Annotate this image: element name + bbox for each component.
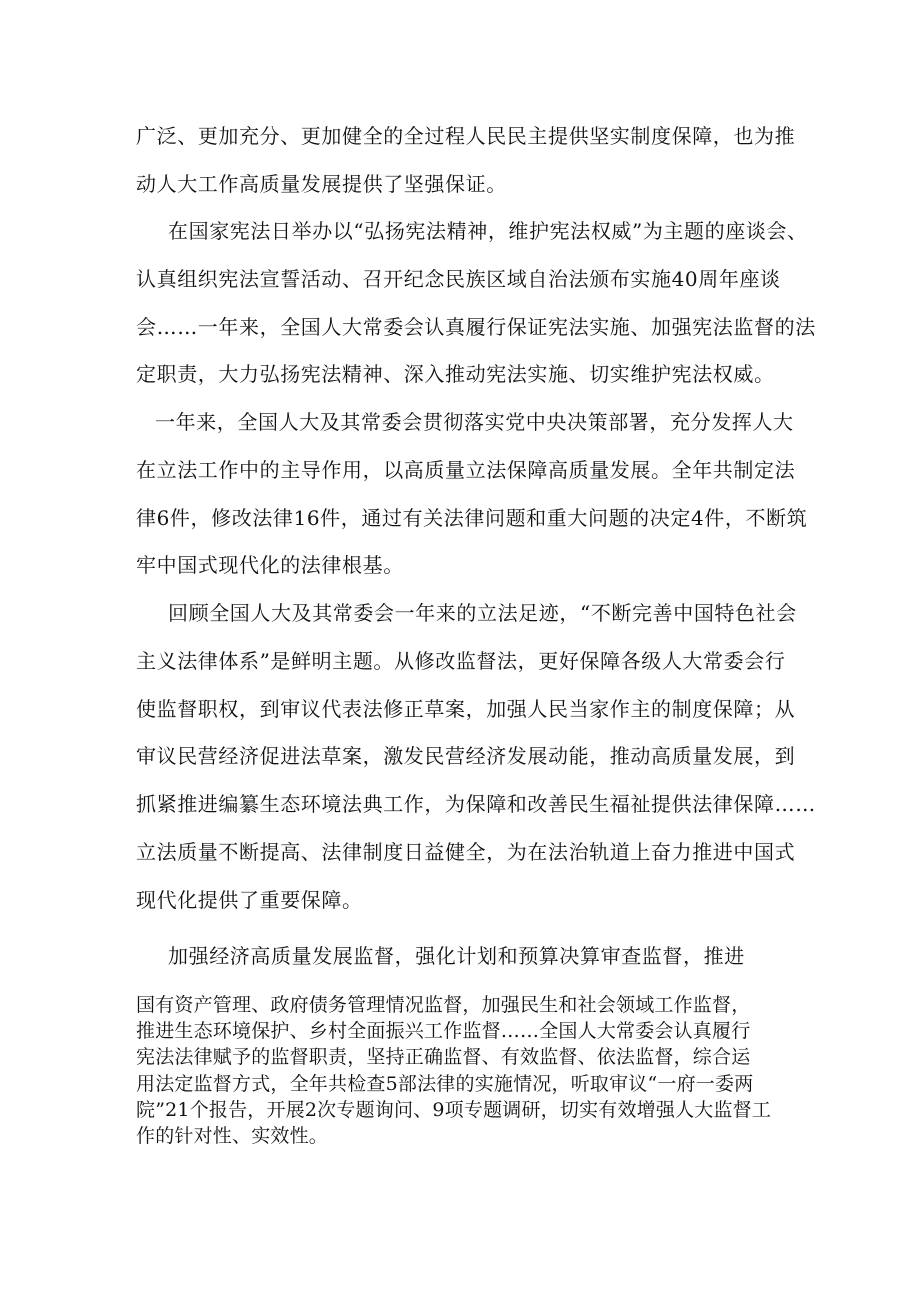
text-line: 牢中国式现代化的法律根基。 bbox=[136, 553, 404, 577]
text-line: 抓紧推进编纂生态环境法典工作，为保障和改善民生福祉提供法律保障…… bbox=[136, 792, 816, 816]
text-line: 作的针对性、实效性。 bbox=[136, 1125, 329, 1147]
text-line: 广泛、更加充分、更加健全的全过程人民民主提供坚实制度保障，也为推 bbox=[136, 124, 796, 148]
text-line: 国有资产管理、政府债务管理情况监督，加强民生和社会领域工作监督， bbox=[136, 994, 751, 1016]
text-line: 一年来，全国人大及其常委会贯彻落实党中央决策部署，充分发挥人大 bbox=[155, 410, 794, 434]
text-line: 会……一年来，全国人大常委会认真履行保证宪法实施、加强宪法监督的法 bbox=[136, 315, 816, 339]
text-line: 立法质量不断提高、法律制度日益健全，为在法治轨道上奋力推进中国式 bbox=[136, 840, 796, 864]
text-line: 加强经济高质量发展监督，强化计划和预算决算审查监督，推进 bbox=[168, 944, 745, 968]
text-line: 在国家宪法日举办以“弘扬宪法精神，维护宪法权威”为主题的座谈会、 bbox=[168, 219, 808, 243]
text-line: 使监督职权，到审议代表法修正草案，加强人民当家作主的制度保障；从 bbox=[136, 697, 796, 721]
text-line: 定职责，大力弘扬宪法精神、深入推动宪法实施、切实维护宪法权威。 bbox=[136, 362, 775, 386]
text-line: 在立法工作中的主导作用，以高质量立法保障高质量发展。全年共制定法 bbox=[136, 458, 796, 482]
text-line: 主义法律体系”是鲜明主题。从修改监督法，更好保障各级人大常委会行 bbox=[136, 649, 786, 673]
text-line: 院”21个报告，开展2次专题询问、9项专题调研，切实有效增强人大监督工 bbox=[136, 1099, 772, 1121]
text-line: 回顾全国人大及其常委会一年来的立法足迹，“不断完善中国特色社会 bbox=[168, 601, 797, 625]
text-line: 认真组织宪法宣誓活动、召开纪念民族区域自治法颁布实施40周年座谈 bbox=[136, 267, 781, 291]
text-line: 推进生态环境保护、乡村全面振兴工作监督……全国人大常委会认真履行 bbox=[136, 1020, 751, 1042]
text-line: 律6件，修改法律16件，通过有关法律问题和重大问题的决定4件，不断筑 bbox=[136, 506, 808, 530]
text-line: 宪法法律赋予的监督职责，坚持正确监督、有效监督、依法监督，综合运 bbox=[136, 1046, 751, 1068]
text-line: 审议民营经济促进法草案，激发民营经济发展动能，推动高质量发展，到 bbox=[136, 744, 796, 768]
text-line: 动人大工作高质量发展提供了坚强保证。 bbox=[136, 172, 507, 196]
text-line: 用法定监督方式，全年共检查5部法律的实施情况，听取审议“一府一委两 bbox=[136, 1073, 754, 1095]
text-line: 现代化提供了重要保障。 bbox=[136, 888, 363, 912]
